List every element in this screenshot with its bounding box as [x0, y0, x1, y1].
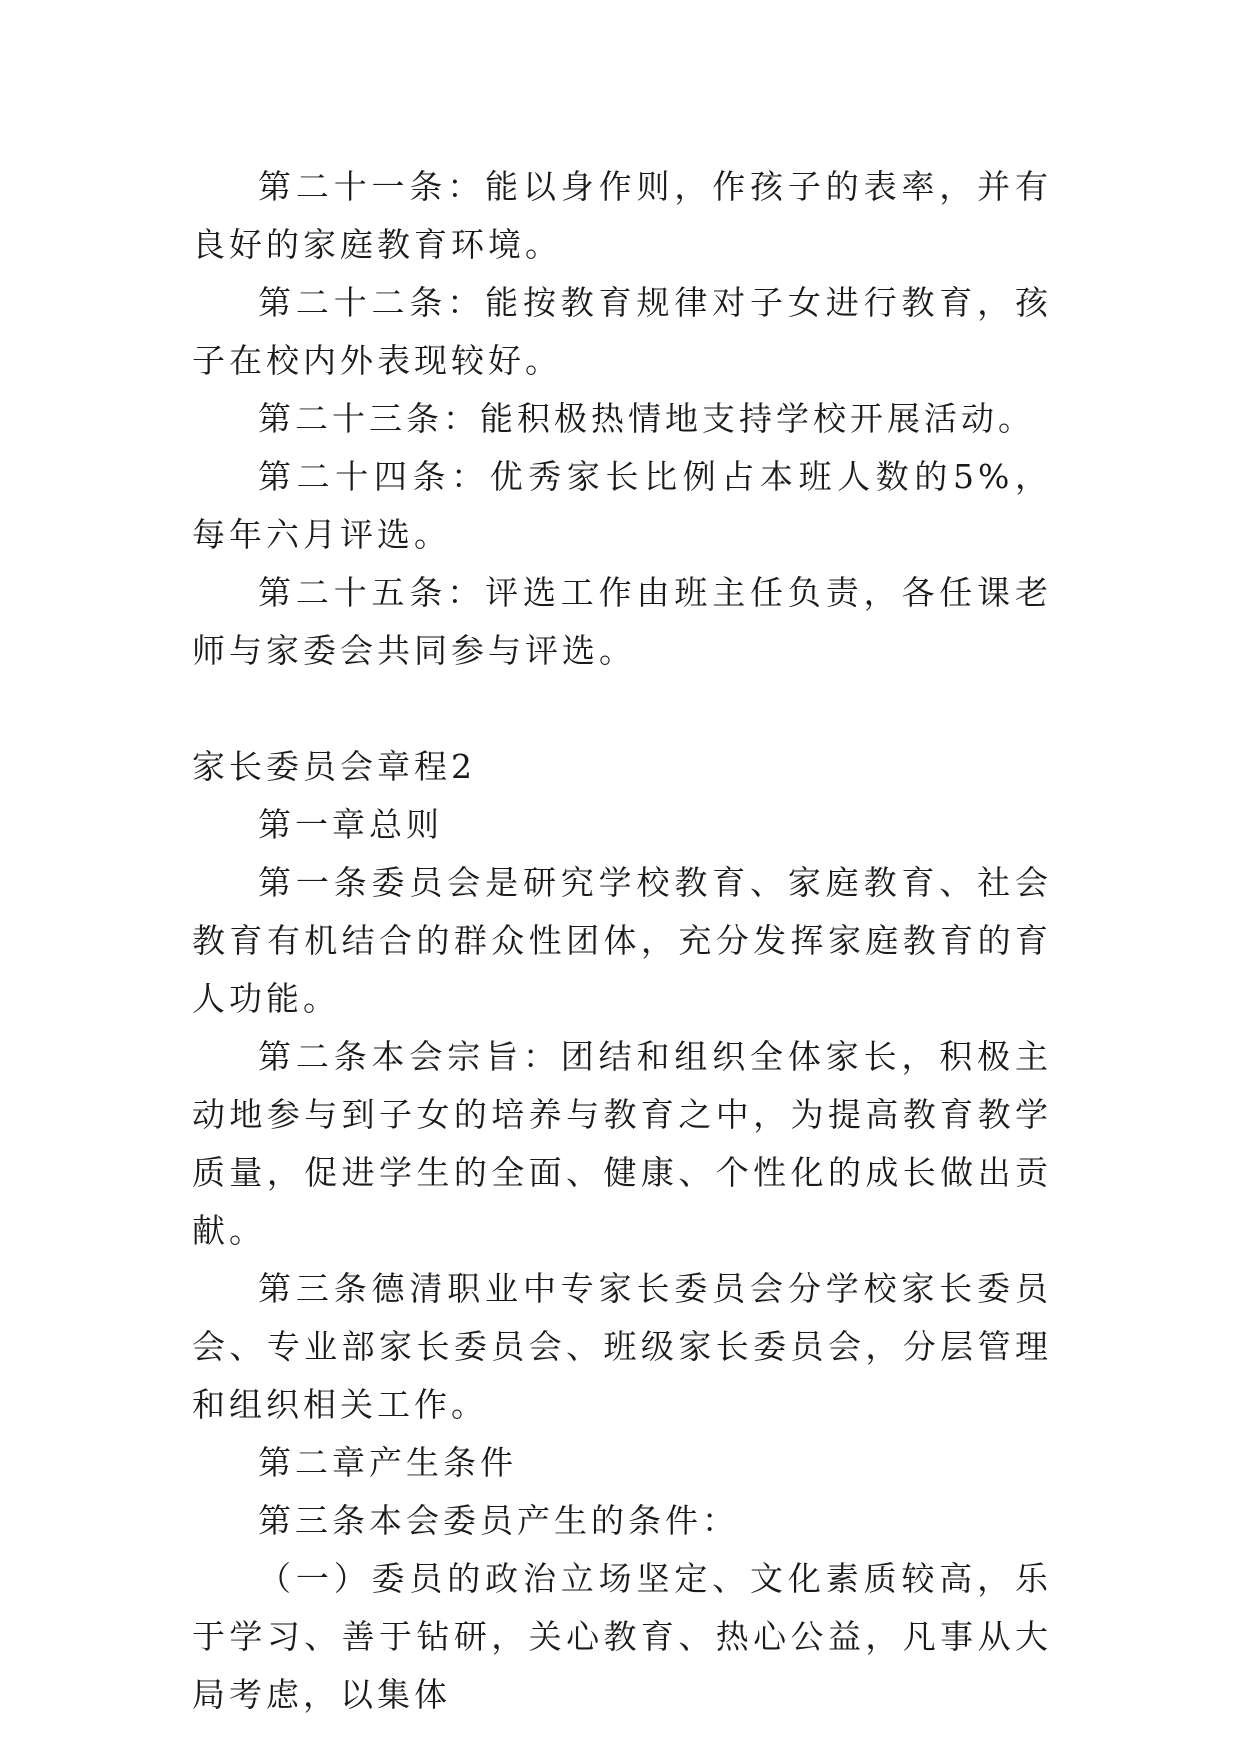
article-3-conditions: 第三条本会委员产生的条件： — [258, 1501, 739, 1540]
article-3: 第三条德清职业中专家长委员会分学校家长委员会、专业部家长委员会、班级家长委员会，分层管理和组织相关工作。 — [192, 1269, 1052, 1424]
document-body — [192, 158, 1052, 1724]
article-22: 第二十二条：能按教育规律对子女进行教育，孩子在校内外表现较好。 — [192, 283, 1052, 380]
chapter-2-heading: 第二章产生条件 — [258, 1443, 517, 1482]
chapter-1-heading: 第一章总则 — [258, 805, 443, 844]
article-21: 第二十一条：能以身作则，作孩子的表率，并有良好的家庭教育环境。 — [192, 167, 1052, 264]
article-24: 第二十四条：优秀家长比例占本班人数的5%，每年六月评选。 — [192, 457, 1052, 554]
article-23: 第二十三条：能积极热情地支持学校开展活动。 — [258, 399, 1035, 438]
condition-item-1: （一）委员的政治立场坚定、文化素质较高，乐于学习、善于钻研，关心教育、热心公益，凡事从大局考虑，以集体 — [192, 1559, 1052, 1714]
article-2: 第二条本会宗旨：团结和组织全体家长，积极主动地参与到子女的培养与教育之中，为提高教育教学质量，促进学生的全面、健康、个性化的成长做出贡献。 — [192, 1037, 1052, 1250]
article-25: 第二十五条：评选工作由班主任负责，各任课老师与家委会共同参与评选。 — [192, 573, 1052, 670]
document-title: 家长委员会章程2 — [192, 747, 476, 786]
article-1: 第一条委员会是研究学校教育、家庭教育、社会教育有机结合的群众性团体，充分发挥家庭教育的育人功能。 — [192, 863, 1052, 1018]
